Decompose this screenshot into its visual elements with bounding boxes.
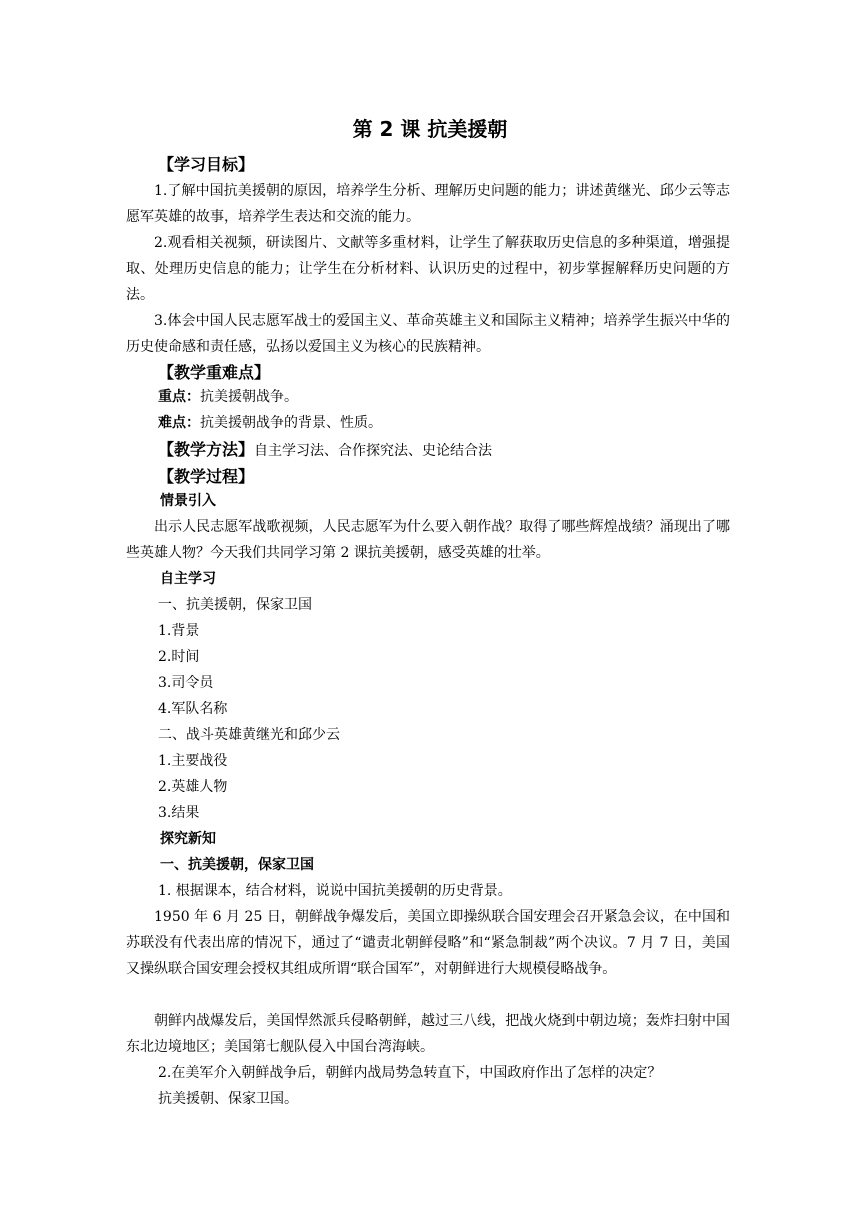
- difficult-text: 抗美援朝战争的背景、性质。: [200, 415, 382, 431]
- difficult-label: 难点：: [158, 415, 200, 431]
- key-label: 重点：: [158, 389, 200, 405]
- goal-item-2: 2.观看相关视频，研读图片、文献等多重材料，让学生了解获取历史信息的多种渠道，增强提取、处理历史信息的能力；让学生在分析材料、认识历史的过程中，初步掌握解释历史问题的方法。: [126, 235, 730, 303]
- difficult-point-line: [158, 412, 382, 432]
- process-heading: 【教学过程】: [158, 467, 255, 486]
- self-study-label: 自主学习: [160, 571, 216, 587]
- explore-label: 探究新知: [160, 831, 216, 847]
- part2-item-1: 1.主要战役: [158, 753, 228, 769]
- intro-label: 情景引入: [160, 493, 216, 509]
- goal-item-1: 1.了解中国抗美援朝的原因，培养学生分析、理解历史问题的能力；讲述黄继光、邱少云等志愿军英雄的故事，培养学生表达和交流的能力。: [126, 183, 730, 225]
- explore-part1-title: 一、抗美援朝，保家卫国: [160, 857, 314, 873]
- part1-item-1: 1.背景: [158, 623, 200, 639]
- part1-item-2: 2.时间: [158, 649, 200, 665]
- part1-item-4: 4.军队名称: [158, 701, 228, 717]
- goals-heading: 【学习目标】: [158, 155, 255, 174]
- part2-title: 二、战斗英雄黄继光和邱少云: [158, 727, 340, 743]
- part1-title: 一、抗美援朝，保家卫国: [158, 597, 312, 613]
- methods-line: [158, 437, 492, 460]
- intro-text: 出示人民志愿军战歌视频，人民志愿军为什么要入朝作战？取得了哪些辉煌战绩？涌现出了哪些英雄人物？今天我们共同学习第 2 课抗美援朝，感受英雄的壮举。: [126, 519, 730, 561]
- question-1: 1. 根据课本，结合材料，说说中国抗美援朝的历史背景。: [158, 883, 512, 899]
- background-paragraph-1: 1950 年 6 月 25 日，朝鲜战争爆发后，美国立即操纵联合国安理会召开紧急会议，在中国和苏联没有代表出席的情况下，通过了“谴责北朝鲜侵略”和“紧急制裁”两个决议。7 月 7 日，美国又操纵联合国安理会授权其组成所谓“联合国军”，对朝鲜进行大规模侵略战争。: [126, 909, 730, 977]
- key-point-line: [158, 386, 298, 406]
- part2-item-3: 3.结果: [158, 805, 200, 821]
- answer-2: 抗美援朝、保家卫国。: [158, 1091, 298, 1107]
- part2-item-2: 2.英雄人物: [158, 779, 228, 795]
- methods-text: 自主学习法、合作探究法、史论结合法: [254, 443, 493, 459]
- question-2: 2.在美军介入朝鲜战争后，朝鲜内战局势急转直下，中国政府作出了怎样的决定？: [158, 1065, 662, 1081]
- key-text: 抗美援朝战争。: [200, 389, 298, 405]
- lesson-title: 第 2 课 抗美援朝: [352, 117, 508, 141]
- background-paragraph-2: 朝鲜内战爆发后，美国悍然派兵侵略朝鲜，越过三八线，把战火烧到中朝边境；轰炸扫射中国东北边境地区；美国第七舰队侵入中国台湾海峡。: [126, 1013, 730, 1055]
- methods-heading: 【教学方法】: [158, 440, 255, 459]
- goal-item-3: 3.体会中国人民志愿军战士的爱国主义、革命英雄主义和国际主义精神；培养学生振兴中华的历史使命感和责任感，弘扬以爱国主义为核心的民族精神。: [126, 313, 730, 355]
- key-points-heading: 【教学重难点】: [158, 363, 271, 382]
- part1-item-3: 3.司令员: [158, 675, 214, 691]
